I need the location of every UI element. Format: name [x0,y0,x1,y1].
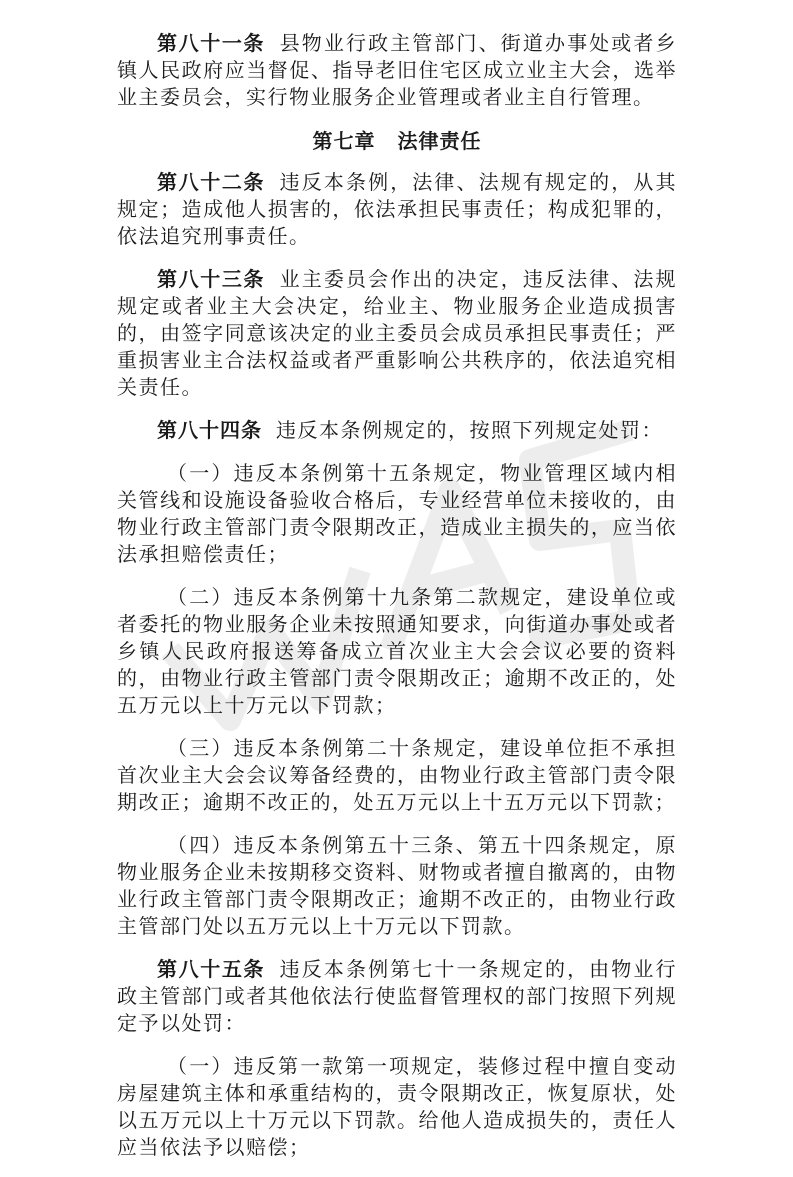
article-85 [117,956,677,1037]
article-text: 县物业行政主管部门、街道办事处或者乡镇人民政府应当督促、指导老旧住宅区成立业主大会，选举业主委员会，实行物业服务企业管理或者业主自行管理。 [117,31,678,109]
article-label: 第八十五条 [157,957,266,981]
article-label: 第八十一条 [157,31,266,55]
article-82 [117,169,677,250]
article-label: 第八十四条 [157,418,262,442]
article-text: 业主委员会作出的决定，违反法律、法规规定或者业主大会决定，给业主、物业服务企业造成损害的，由签字同意该决定的业主委员会成员承担民事责任；严重损害业主合法权益或者严重影响公共秩序的，依法追究相关责任。 [117,267,678,399]
article-label: 第八十二条 [157,170,266,194]
article-81 [117,30,677,111]
chapter-heading [117,127,677,155]
article-84-item-3: （三）违反本条例第二十条规定，建设单位拒不承担首次业主大会会议筹备经费的，由物业行政主管部门责令限期改正；逾期不改正的，处五万元以上十五万元以下罚款； [117,736,677,814]
article-85-item-1: （一）违反第一款第一项规定，装修过程中擅自变动房屋建筑主体和承重结构的，责令限期改正，恢复原状，处以五万元以上十万元以下罚款。给他人造成损失的，责任人应当依法予以赔偿； [117,1054,677,1159]
chapter-title: 法律责任 [397,129,482,153]
article-84-item-1: （一）违反本条例第十五条规定，物业管理区域内相关管线和设施设备验收合格后，专业经营单位未接收的，由物业行政主管部门责令限期改正，造成业主损失的，应当依法承担赔偿责任； [117,461,677,566]
article-text: 违反本条例第七十一条规定的，由物业行政主管部门或者其他依法行使监督管理权的部门按照下列规定予以处罚： [117,957,678,1035]
article-84 [117,417,677,444]
chapter-number: 第七章 [312,129,376,153]
article-83 [117,266,677,401]
article-84-item-2: （二）违反本条例第十九条第二款规定，建设单位或者委托的物业服务企业未按照通知要求，向街道办事处或者乡镇人民政府报送筹备成立首次业主大会会议必要的资料的，由物业行政主管部门责令限期改正；逾期不改正的，处五万元以上十万元以下罚款； [117,585,677,717]
document-page [117,30,677,1177]
article-text: 违反本条例规定的，按照下列规定处罚： [276,418,663,442]
article-label: 第八十三条 [157,267,266,291]
article-84-item-4: （四）违反本条例第五十三条、第五十四条规定，原物业服务企业未按期移交资料、财物或者擅自撤离的，由物业行政主管部门责令限期改正；逾期不改正的，由物业行政主管部门处以五万元以上十万元以下罚款。 [117,833,677,938]
article-text: 违反本条例，法律、法规有规定的，从其规定；造成他人损害的，依法承担民事责任；构成犯罪的，依法追究刑事责任。 [117,170,678,248]
